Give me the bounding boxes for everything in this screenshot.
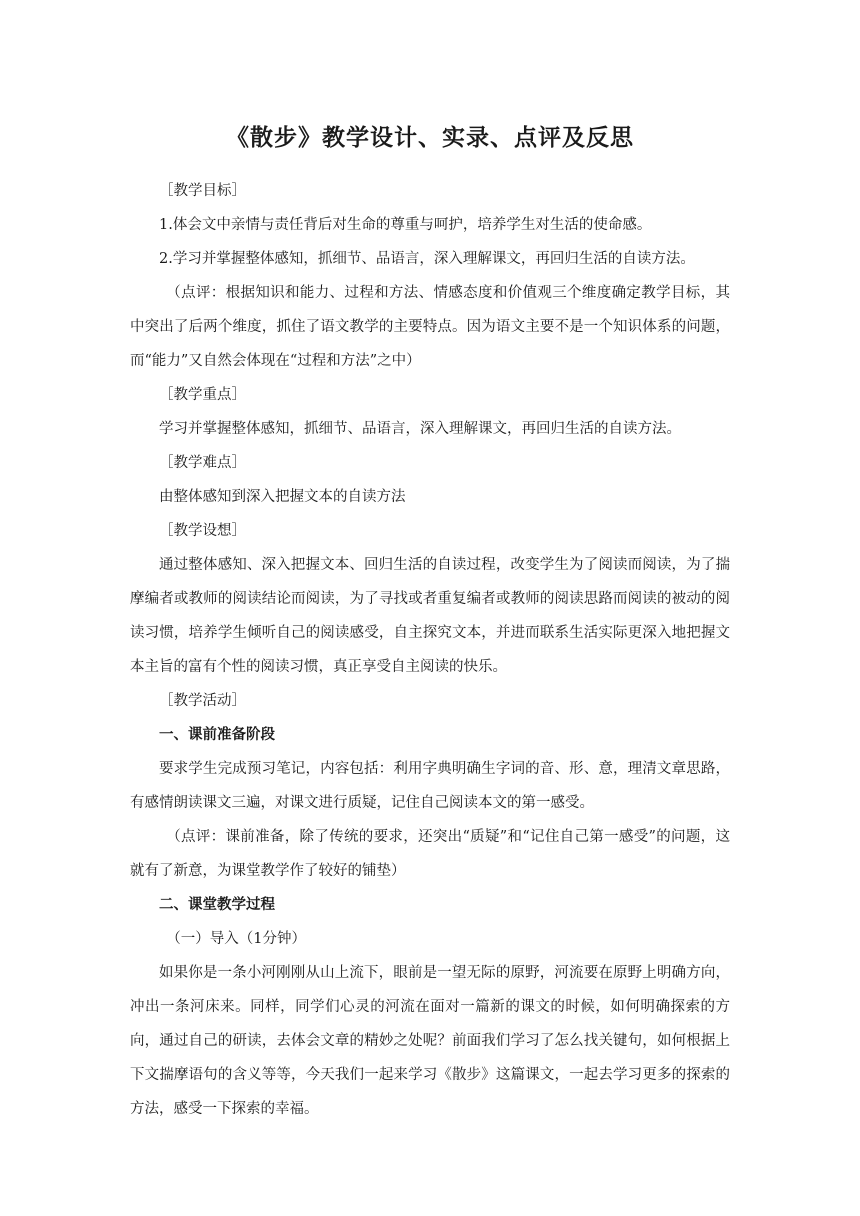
- subsection-heading-classroom: 二、课堂教学过程: [159, 896, 275, 913]
- section-heading-difficulties: ［教学难点］: [159, 455, 246, 471]
- key-points-paragraph: 学习并掌握整体感知，抓细节、品语言，深入理解课文，再回归生活的自读方法。: [159, 421, 681, 437]
- subsection-heading-preparation: 一、课前准备阶段: [159, 726, 275, 743]
- introduction-paragraph: 如果你是一条小河刚刚从山上流下，眼前是一望无际的原野，河流要在原野上明确方向，冲出一条河床来。同样，同学们心灵的河流在面对一篇新的课文的时候，如何明确探索的方向，通过自己的研读，去体会文章的精妙之处呢？前面我们学习了怎么找关键句，如何根据上下文揣摩语句的含义等等，今天我们一起来学习《散步》这篇课文，一起去学习更多的探索的方法，感受一下探索的幸福。: [130, 965, 730, 1117]
- section-heading-objectives: ［教学目标］: [159, 183, 246, 199]
- sub-heading-introduction: （一）导入（1分钟）: [166, 931, 306, 947]
- section-heading-design-idea: ［教学设想］: [159, 523, 246, 539]
- section-heading-key-points: ［教学重点］: [159, 387, 246, 403]
- design-idea-paragraph: 通过整体感知、深入把握文本、回归生活的自读过程，改变学生为了阅读而阅读，为了揣摩编者或教师的阅读结论而阅读，为了寻找或者重复编者或教师的阅读思路而阅读的被动的阅读习惯，培养学生倾听自己的阅读感受，自主探究文本，并进而联系生活实际更深入地把握文本主旨的富有个性的阅读习惯，真正享受自主阅读的快乐。: [130, 557, 730, 675]
- preparation-paragraph: 要求学生完成预习笔记，内容包括：利用字典明确生字词的音、形、意，理清文章思路，有感情朗读课文三遍，对课文进行质疑，记住自己阅读本文的第一感受。: [130, 761, 730, 811]
- objective-item-2: 2.学习并掌握整体感知，抓细节、品语言，深入理解课文，再回归生活的自读方法。: [159, 251, 695, 267]
- objective-item-1: 1.体会文中亲情与责任背后对生命的尊重与呵护，培养学生对生活的使命感。: [159, 217, 652, 233]
- comment-paragraph-preparation: （点评：课前准备，除了传统的要求，还突出“质疑”和“记住自己第一感受”的问题，这就有了新意，为课堂教学作了较好的铺垫）: [130, 829, 730, 879]
- section-heading-activities: ［教学活动］: [159, 693, 246, 709]
- difficulties-paragraph: 由整体感知到深入把握文本的自读方法: [159, 489, 406, 505]
- comment-paragraph-objectives: （点评：根据知识和能力、过程和方法、情感态度和价值观三个维度确定教学目标，其中突出了后两个维度，抓住了语文教学的主要特点。因为语文主要不是一个知识体系的问题，而“能力”又自然会体现在“过程和方法”之中）: [130, 285, 730, 369]
- document-title: 《散步》教学设计、实录、点评及反思: [226, 124, 634, 151]
- document-body: [130, 174, 730, 1126]
